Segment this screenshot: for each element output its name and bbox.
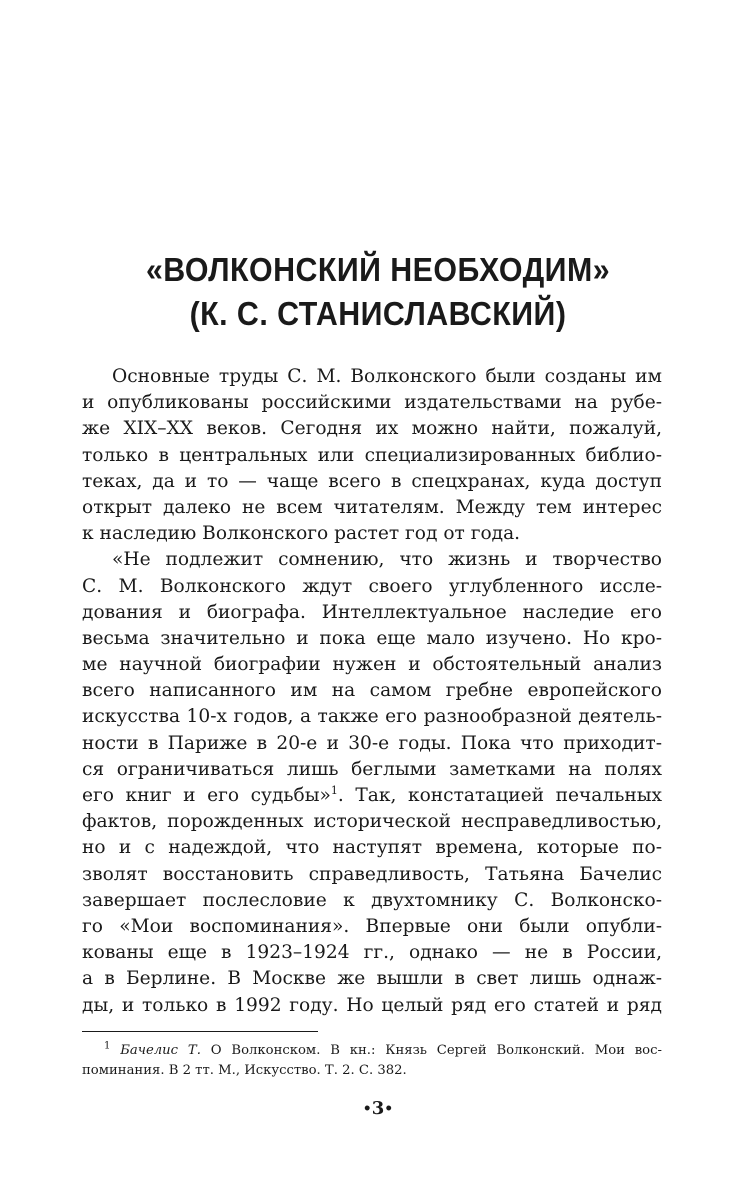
- text-line-with-footnote: [82, 783, 662, 809]
- page-number-value: 3: [371, 1098, 385, 1119]
- text-line: к наследию Волконского растет год от года.: [82, 523, 521, 545]
- footnote-line: поминания. В 2 тт. М., Искусство. Т. 2. С. 382.: [82, 1063, 407, 1078]
- page-number-ornament-right: •: [384, 1101, 394, 1117]
- text-line: Основные труды С. М. Волконского были созданы им: [112, 366, 662, 387]
- text-line: фактов, порожденных исторической несправедливостью,: [82, 811, 662, 833]
- text-segment: . Так, констатацией печальных: [337, 785, 662, 806]
- text-line: всего написанного им на самом гребне европейского: [82, 680, 662, 702]
- footnote-divider: [82, 1031, 318, 1032]
- chapter-title-line-1: «ВОЛКОНСКИЙ НЕОБХОДИМ»: [145, 251, 611, 288]
- text-line: но и с надеждой, что наступят времена, которые по-: [82, 837, 662, 859]
- page-number: [328, 1098, 428, 1119]
- text-line: завершает послесловие к двухтомнику С. Волконско-: [82, 889, 662, 911]
- text-line: ся ограничиваться лишь беглыми заметками на полях: [82, 758, 662, 780]
- text-line: кованы еще в 1923–1924 гг., однако — не в России,: [82, 942, 662, 964]
- chapter-title-line-2: (К. С. СТАНИСЛАВСКИЙ): [189, 295, 567, 332]
- footnote-line: [82, 1041, 662, 1061]
- text-line: теках, да и то — чаще всего в спецхранах, куда доступ: [82, 470, 662, 492]
- footnote-reference: 1: [330, 783, 338, 797]
- text-line: и опубликованы российскими издательствами на рубе-: [82, 392, 662, 414]
- text-line: открыт далеко не всем читателям. Между тем интерес: [82, 496, 662, 518]
- text-line: ности в Париже в 20-е и 30-е годы. Пока что приходит-: [82, 732, 662, 754]
- footnote-author: Бачелис Т.: [120, 1043, 201, 1058]
- text-line: весьма значительно и пока еще мало изучено. Но кро-: [82, 627, 662, 649]
- text-line: го «Мои воспоминания». Впервые они были опубли-: [82, 915, 662, 937]
- text-line: зволят восстановить справедливость, Татьяна Бачелис: [82, 863, 662, 885]
- footnote-marker: 1: [104, 1040, 111, 1052]
- text-line: а в Берлине. В Москве же вышли в свет лишь однаж-: [82, 968, 662, 990]
- text-line: дования и биографа. Интеллектуальное наследие его: [82, 601, 662, 623]
- page-number-ornament-left: •: [362, 1101, 372, 1117]
- text-line: ме научной биографии нужен и обстоятельный анализ: [82, 654, 662, 676]
- footnote-text: О Волконском. В кн.: Князь Сергей Волконский. Мои вос-: [200, 1043, 662, 1058]
- text-line: «Не подлежит сомнению, что жизнь и творчество: [112, 549, 662, 571]
- text-line: ды, и только в 1992 году. Но целый ряд его статей и ряд: [82, 994, 662, 1016]
- text-line: искусства 10-х годов, а также его разнообразной деятель-: [82, 706, 662, 728]
- text-line: же XIX–XX веков. Сегодня их можно найти, пожалуй,: [82, 418, 662, 440]
- text-line: только в центральных или специализированных библио-: [82, 444, 662, 466]
- text-segment: его книг и его судьбы»: [82, 785, 331, 806]
- chapter-title: [85, 248, 670, 336]
- footnote: [82, 1041, 662, 1081]
- body-text: [82, 364, 662, 1019]
- text-line: С. М. Волконского ждут своего углубленного иссле-: [82, 575, 662, 597]
